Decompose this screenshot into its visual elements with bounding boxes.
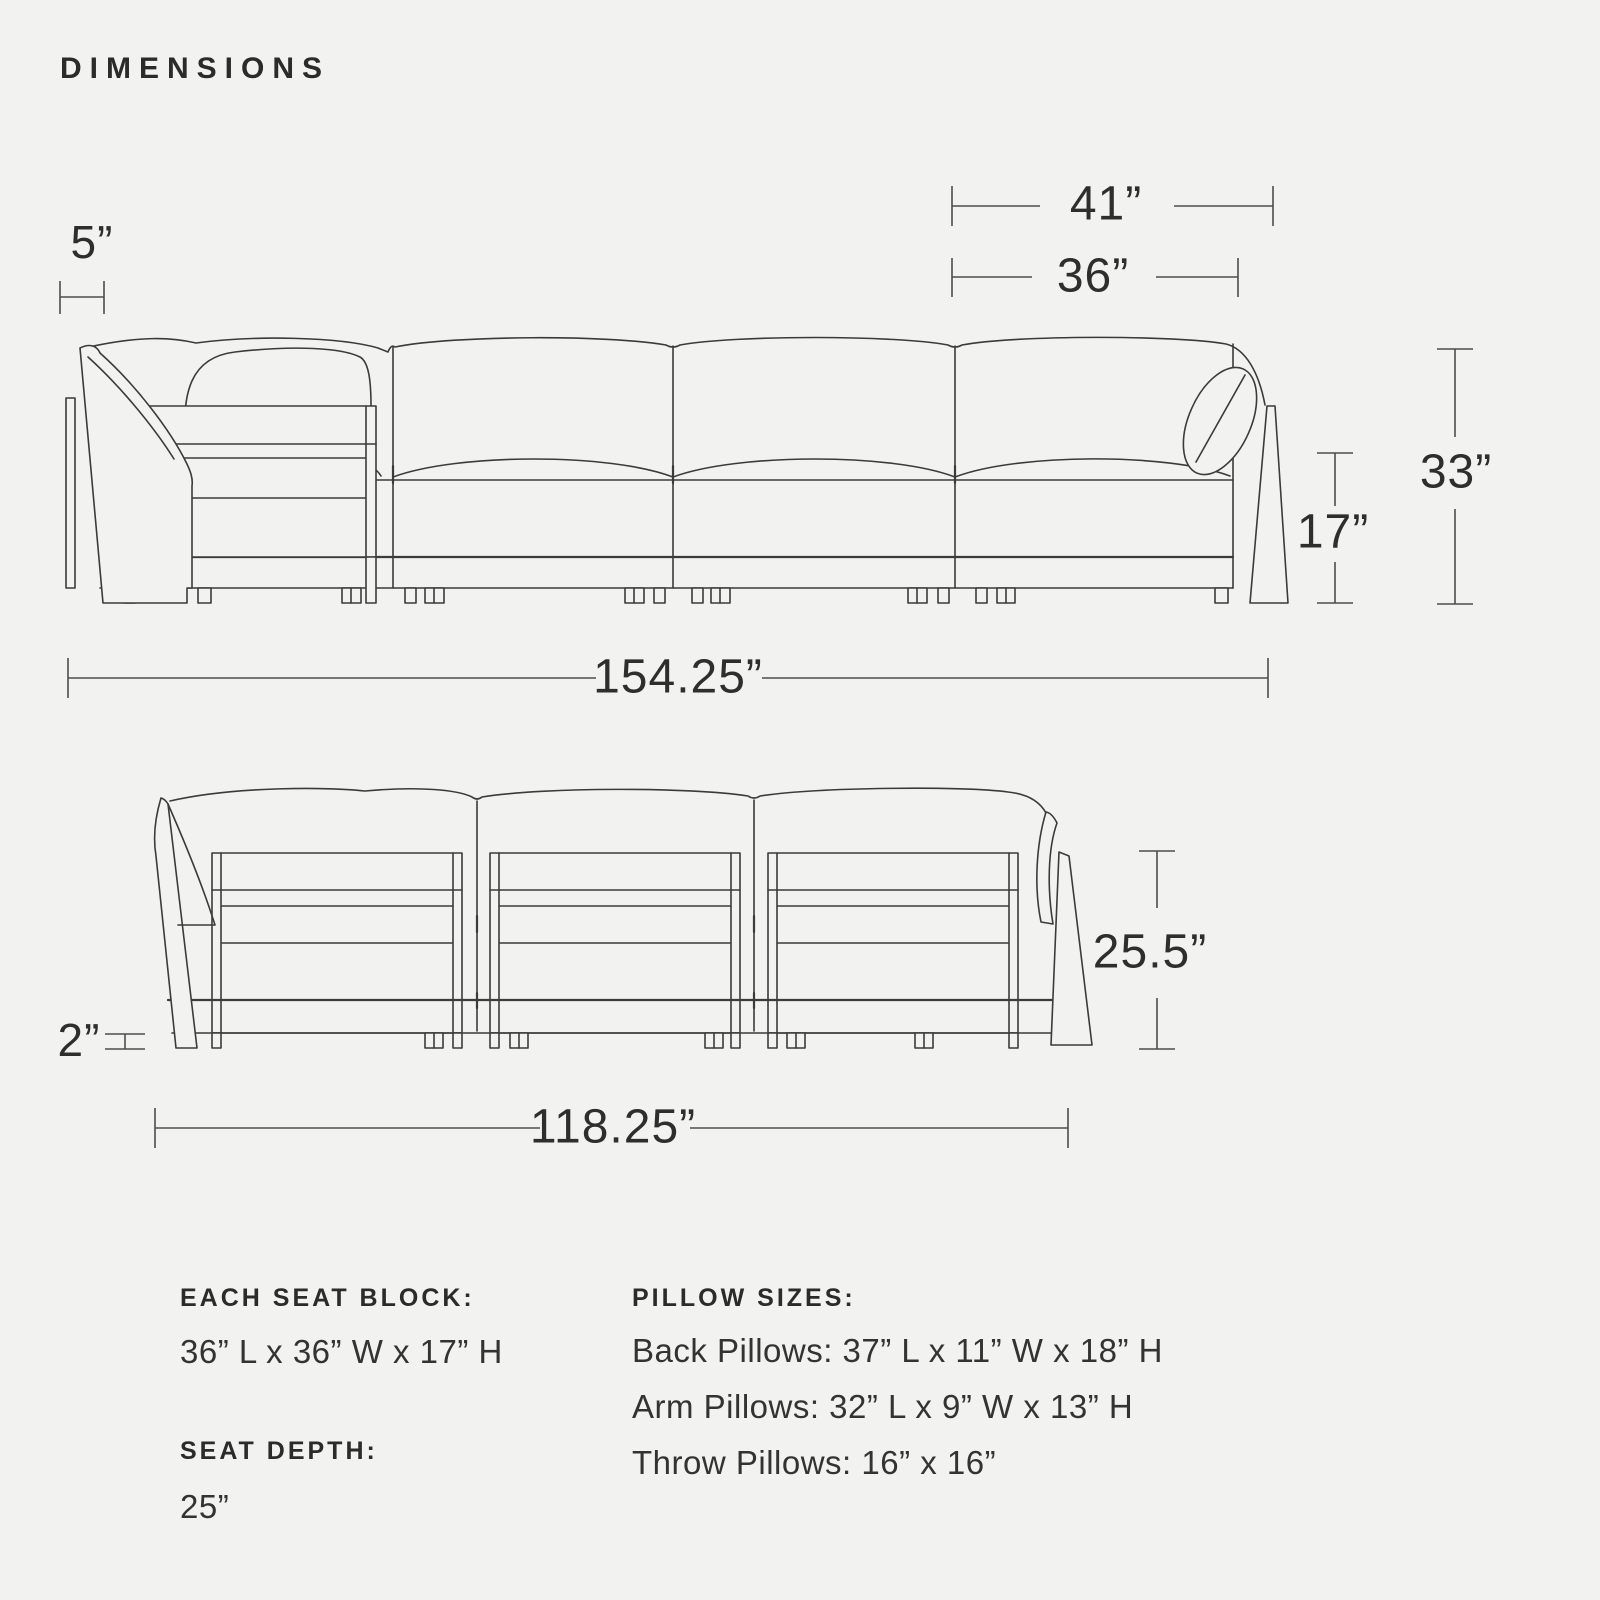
- dim-label-back-length: 118.25”: [529, 1100, 697, 1154]
- dim-label-corner-module-width: 41”: [1069, 177, 1143, 231]
- back-right-arm: [1051, 852, 1092, 1045]
- pillow-arm-line: Arm Pillows: 32” L x 9” W x 13” H: [632, 1388, 1134, 1425]
- back-legs: [212, 1033, 1018, 1048]
- back-elevation-drawing: [155, 788, 1092, 1048]
- dim-label-overall-length: 154.25”: [593, 650, 763, 704]
- front-legs: [198, 588, 1228, 603]
- seat-depth-heading: SEAT DEPTH:: [180, 1437, 378, 1465]
- seat-depth-value: 25”: [180, 1488, 230, 1525]
- back-frame-1: [212, 853, 462, 1033]
- right-arm: [1250, 406, 1288, 603]
- seat-block-value: 36” L x 36” W x 17” H: [180, 1333, 503, 1370]
- pillow-throw-line: Throw Pillows: 16” x 16”: [632, 1444, 997, 1481]
- back-cushion-outline: [170, 788, 1046, 813]
- page-title: DIMENSIONS: [60, 52, 331, 85]
- dim-label-module-width: 36”: [1056, 249, 1130, 303]
- dim-label-leg-height: 2”: [57, 1014, 101, 1066]
- back-frame-3: [768, 853, 1018, 1033]
- pillow-back-line: Back Pillows: 37” L x 11” W x 18” H: [632, 1332, 1163, 1369]
- back-left-arm: [155, 798, 197, 1048]
- left-arm: [80, 346, 192, 603]
- dim-label-arm-width: 5”: [70, 216, 114, 268]
- dim-label-seat-height: 17”: [1296, 505, 1370, 559]
- back-right-arm-pillow: [1037, 812, 1057, 924]
- pillow-sizes-heading: PILLOW SIZES:: [632, 1284, 856, 1312]
- seat-block-heading: EACH SEAT BLOCK:: [180, 1284, 475, 1312]
- front-elevation-drawing: [66, 337, 1288, 603]
- dim-label-frame-height: 25.5”: [1092, 925, 1208, 979]
- dim-label-overall-height: 33”: [1419, 445, 1493, 499]
- front-back-cushion-outline: [89, 337, 1265, 405]
- back-frame-2: [490, 853, 740, 1033]
